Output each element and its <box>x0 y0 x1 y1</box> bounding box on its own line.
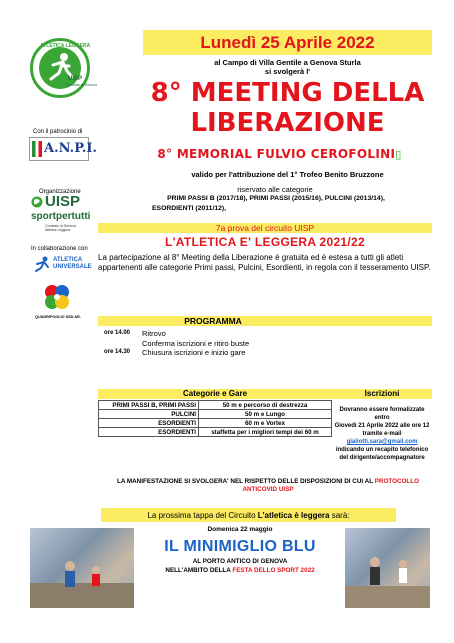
flag-icon <box>32 141 42 157</box>
protocol-red1: PROTOCOLLO <box>374 478 420 485</box>
sportpertutti-wordmark: sportpertutti <box>31 211 91 222</box>
logo-brand: UISP <box>68 76 83 82</box>
iscrizioni-line2: Giovedì 21 Aprile 2022 alle ore 12 tramite e-mail <box>334 423 430 437</box>
gare-cat: ESORDIENTI <box>99 419 199 428</box>
programma-time-0: ore 14.00 <box>104 330 131 336</box>
box-glyph-icon: ▯ <box>395 148 402 161</box>
quadrifoglio-label: QUADRIFOGLIO SSD AR. <box>35 315 81 319</box>
org-label: Organizzazione <box>39 189 81 195</box>
next-context-line <box>136 567 344 574</box>
gare-event: 50 m e percorso di destrezza <box>199 401 332 410</box>
protocol-text <box>98 478 438 494</box>
gare-event: 60 m e Vortex <box>199 419 332 428</box>
programma-text-2: Chiusura iscrizioni e inizio gare <box>142 348 246 357</box>
location-line2: si svolgerà l' <box>264 67 311 76</box>
meeting-title-line1: 8° MEETING DELLA <box>150 78 425 108</box>
circuit-title: L'ATLETICA E' LEGGERA 2021/22 <box>164 235 365 249</box>
programma-time-2: ore 14.30 <box>104 349 131 355</box>
table-row <box>99 428 332 437</box>
programma-text-1: Conferma iscrizioni e ritiro buste <box>142 339 250 348</box>
gare-cat: PULCINI <box>99 410 199 419</box>
runners-photo-right <box>345 528 430 608</box>
anpi-logo <box>29 137 97 161</box>
gare-cat: PRIMI PASSI B, PRIMI PASSI <box>99 401 199 410</box>
next-prefix: La prossima tappa del Circuito <box>147 510 256 520</box>
categories-line2: ESORDIENTI (2011/12), <box>152 205 227 212</box>
next-date: Domenica 22 maggio <box>207 526 273 533</box>
date-banner: Lunedì 25 Aprile 2022 <box>143 30 432 55</box>
iscrizioni-line3: indicando un recapito telefonico del dirigente/accompagnatore <box>335 447 429 461</box>
table-row <box>99 410 332 419</box>
table-row <box>99 401 332 410</box>
uisp-sub: Comitato di Genova Atletica Leggera <box>45 224 76 232</box>
runners-photo-left <box>30 528 134 608</box>
memorial-title <box>112 147 447 161</box>
anpi-text: A.N.P.I. <box>44 141 97 156</box>
next-place: AL PORTO ANTICO DI GENOVA <box>192 558 288 565</box>
iscrizioni-header: Iscrizioni <box>364 389 400 398</box>
memorial-text: 8° MEMORIAL FULVIO CEROFOLINI <box>157 147 396 161</box>
atletica-universale-wordmark: ATLETICA UNIVERSALE <box>53 257 92 270</box>
reserved-label: riservato alle categorie <box>237 185 313 194</box>
iscrizioni-email[interactable]: gialiotti.sara@gmail.com <box>346 439 418 445</box>
next-festa: FESTA DELLO SPORT 2022 <box>232 567 315 574</box>
circuit-label: 7a prova del circuito UISP <box>215 223 315 233</box>
gare-event: 50 m e Lungo <box>199 410 332 419</box>
patronage-label: Con il patrocinio di <box>33 129 83 135</box>
iscrizioni-line1: Dovranno essere formalizzate entro <box>339 407 425 421</box>
next-context: NELL'AMBITO DELLA <box>165 567 231 574</box>
next-stage-banner <box>101 508 396 522</box>
gare-event: staffetta per i migliori tempi dei 60 m <box>199 428 332 437</box>
uisp-mark-icon <box>31 195 43 209</box>
trophy-line: valido per l'attribuzione del 1° Trofeo Benito Bruzzone <box>191 170 384 179</box>
gare-header: Categorie e Gare <box>182 389 248 398</box>
table-row <box>99 419 332 428</box>
categories-line1: PRIMI PASSI B (2017/18), PRIMI PASSI (2015/16), PULCINI (2013/14), <box>167 195 385 202</box>
logo-sub: Comitato di Genova <box>66 83 97 87</box>
quadrifoglio-logo-icon <box>43 283 71 311</box>
logo-ring-text: ATLETICA LEGGERA <box>40 43 91 49</box>
programma-title: PROGRAMMA <box>184 316 242 326</box>
gare-cat: ESORDIENTI <box>99 428 199 437</box>
meeting-title-line2: LIBERAZIONE <box>190 108 385 138</box>
programma-text-0: Ritrovo <box>142 329 166 338</box>
uisp-wordmark: UISP <box>45 193 81 210</box>
participation-text: La partecipazione al 8° Meeting della Liberazione è gratuita ed è estesa a tutti gli atleti appartenenti alle categorie Primi passi, Pulcini, Esordienti, in regola con il tesseramento UISP. <box>98 253 431 272</box>
next-strong: L'atletica è leggera <box>257 510 330 520</box>
protocol-red2: ANTICOVID UISP <box>242 486 294 493</box>
protocol-main: LA MANIFESTAZIONE SI SVOLGERA' NEL RISPETTO DELLE DISPOSIZIONI DI CUI AL <box>116 478 373 485</box>
collab-label: In collaborazione con <box>31 246 88 252</box>
iscrizioni-text <box>332 406 432 462</box>
gare-table <box>98 400 332 437</box>
next-event: IL MINIMIGLIO BLU <box>164 538 316 555</box>
location-line1: al Campo di Villa Gentile a Genova Sturla <box>214 58 361 67</box>
athlete-icon <box>32 255 52 273</box>
next-suffix: sarà: <box>331 510 350 520</box>
